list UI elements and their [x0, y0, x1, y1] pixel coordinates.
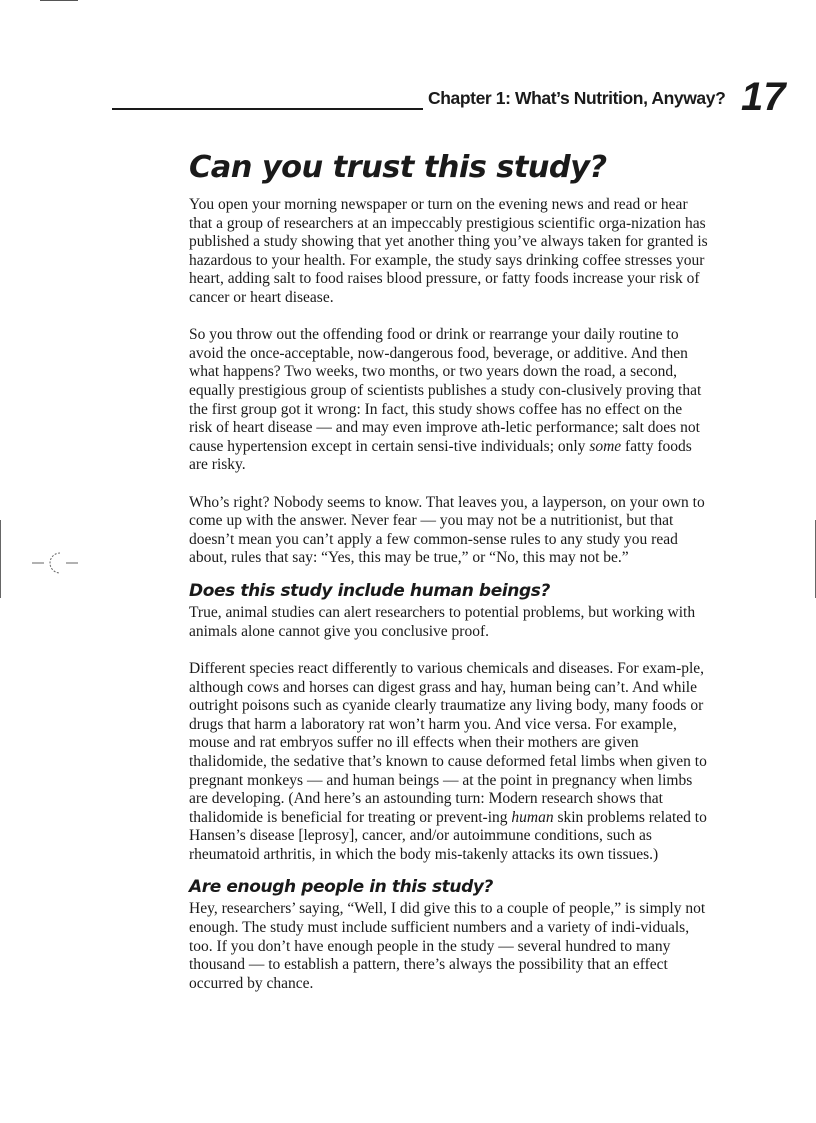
emphasis-text: some [589, 437, 622, 455]
body-paragraph: Who’s right? Nobody seems to know. That leaves you, a layperson, on your own to come up with the answer. Never fear — you may not be a nutritionist, but that doesn’t mean you can’t apply a few common-sense rules to any study you read about, rules that say: “Yes, this may be true,” or “No, this may not be.” [189, 493, 705, 567]
section-title: Can you trust this study? [189, 150, 607, 185]
subsection-heading: Are enough people in this study? [189, 877, 494, 898]
header-rule [112, 108, 423, 110]
running-header-chapter: Chapter 1: What’s Nutrition, Anyway? [428, 88, 726, 108]
body-paragraph: You open your morning newspaper or turn on the evening news and read or hear that a group of researchers at an impeccably prestigious scientific orga-nization has published a study showing that yet another thing you’ve always taken for granted is hazardous to your health. For example, the study says drinking coffee stresses your heart, adding salt to food raises blood pressure, or fatty foods increase your risk of cancer or heart disease. [189, 196, 708, 306]
page-body [189, 148, 709, 993]
body-paragraph: Different species react differently to various chemicals and diseases. For exam-ple, although cows and horses can digest grass and hay, human being can’t. And while outright poisons such as cyanide clearly traumatize any living body, many foods or drugs that harm a laboratory rat won’t harm you. And vice versa. For example, mouse and rat embryos suffer no ill effects when their mothers are given thalidomide, the sedative that’s known to cause deformed fetal limbs when given to pregnant monkeys — and human beings — at the point in pregnancy when limbs are developing. (And here’s an astounding turn: Modern research shows that thalidomide is beneficial for treating or prevent-ing human skin problems related to Hansen’s disease [leprosy], cancer, and/or autoimmune conditions, such as rheumatoid arthritis, in which the body mis-takenly attacks its own tissues.) [189, 659, 707, 863]
page-number: 17 [741, 75, 786, 119]
body-paragraph: True, animal studies can alert researchers to potential problems, but working with animals alone cannot give you conclusive proof. [189, 604, 696, 640]
subsection-heading: Does this study include human beings? [189, 581, 550, 602]
registration-mark-icon [30, 549, 80, 577]
body-paragraph: Hey, researchers’ saying, “Well, I did give this to a couple of people,” is simply not enough. The study must include sufficient numbers and a variety of indi-viduals, too. If you don’t have enough people in the study — several hundred to many thousand — to establish a pattern, there’s always the possibility that an effect occurred by chance. [189, 900, 706, 992]
body-paragraph: So you throw out the offending food or drink or rearrange your daily routine to avoid the once-acceptable, now-dangerous food, beverage, or additive. And then what happens? Two weeks, two months, or two years down the road, a second, equally prestigious group of scientists publishes a study con-clusively proving that the first group got it wrong: In fact, this study shows coffee has no effect on the risk of heart disease — and may even improve ath-letic performance; salt does not cause hypertension except in certain sensi-tive individuals; only some fatty foods are risky. [189, 326, 702, 474]
crop-mark-top [40, 0, 78, 1]
emphasis-text: human [511, 808, 554, 826]
margin-mark-left [0, 520, 1, 598]
